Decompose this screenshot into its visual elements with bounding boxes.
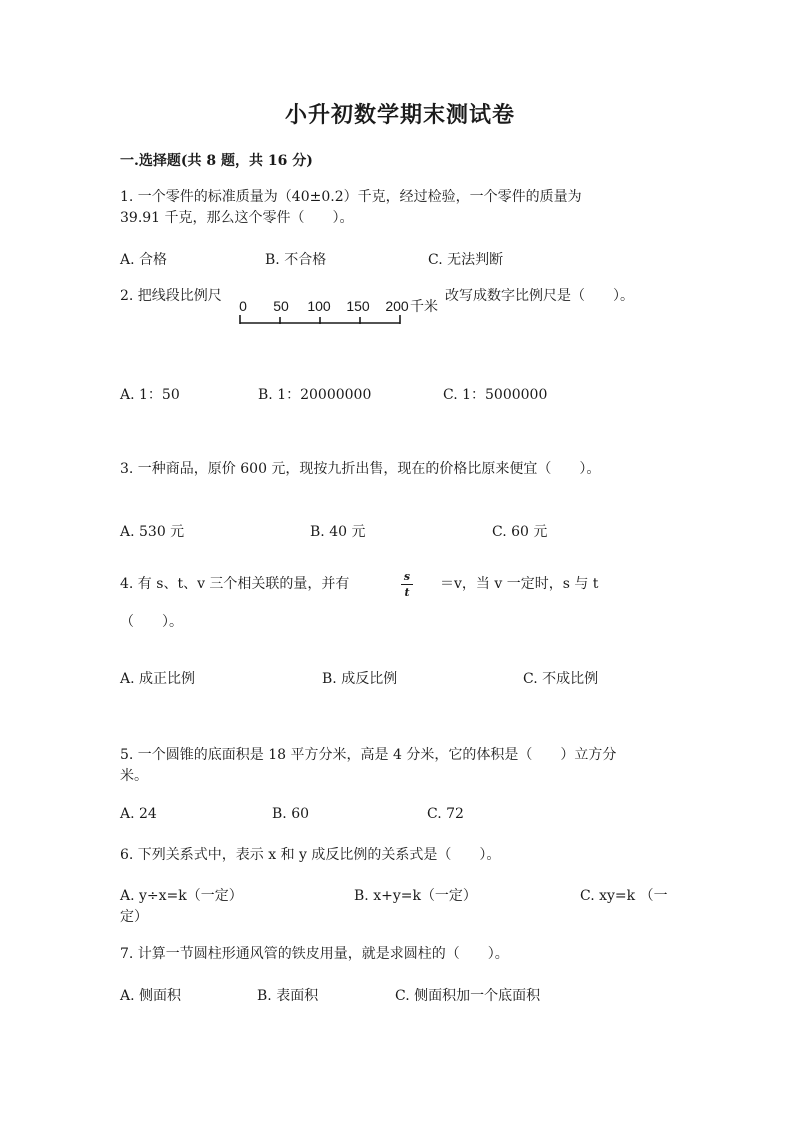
page-title: 小升初数学期末测试卷 [284, 102, 515, 128]
question-4-option-b: B. 成反比例 [322, 671, 398, 687]
scale-tick-label: 100 [307, 298, 331, 314]
question-3-option-c: C. 60 元 [492, 524, 548, 540]
scale-tick-label: 200 [385, 298, 409, 314]
question-6-text: 6. 下列关系式中，表示 x 和 y 成反比例的关系式是（ ）。 [120, 847, 501, 863]
question-6-option-b: B. x+y=k（一定） [354, 888, 477, 904]
question-4-option-c: C. 不成比例 [523, 671, 599, 687]
question-1-line-2: 39.91 千克，那么这个零件（ ）。 [120, 210, 354, 226]
question-6-option-c: C. xy=k （一 [580, 888, 668, 904]
question-1-line-1: 1. 一个零件的标准质量为（40±0.2）千克，经过检验，一个零件的质量为 [120, 189, 582, 205]
question-7-option-a: A. 侧面积 [120, 988, 182, 1004]
question-5-option-a: A. 24 [120, 806, 157, 822]
question-3-option-b: B. 40 元 [310, 524, 366, 540]
fraction-numerator: s [403, 570, 411, 583]
scale-tick-label: 150 [346, 298, 370, 314]
scale-tick-label: 50 [273, 298, 289, 314]
question-4-text-after: ＝v，当 v 一定时，s 与 t [440, 576, 599, 592]
question-7-text: 7. 计算一节圆柱形通风管的铁皮用量，就是求圆柱的（ ）。 [120, 946, 509, 962]
scale-ruler [240, 315, 400, 324]
question-7-option-c: C. 侧面积加一个底面积 [395, 988, 541, 1004]
question-1-option-c: C. 无法判断 [428, 252, 504, 268]
question-5-option-b: B. 60 [272, 806, 310, 822]
question-5-line-1: 5. 一个圆锥的底面积是 18 平方分米，高是 4 分米，它的体积是（ ）立方分 [120, 747, 617, 763]
question-1-option-b: B. 不合格 [265, 252, 327, 268]
question-2-text-after: 改写成数字比例尺是（ ）。 [445, 288, 634, 304]
question-3-option-a: A. 530 元 [120, 524, 185, 540]
question-6-option-c-wrap: 定） [120, 909, 148, 925]
fraction-bar [401, 584, 413, 585]
fraction-s-over-t [398, 570, 416, 599]
question-2-option-b: B. 1：20000000 [258, 387, 372, 403]
question-4-text-before: 4. 有 s、t、v 三个相关联的量，并有 [120, 576, 350, 592]
question-2-option-c: C. 1：5000000 [443, 387, 548, 403]
section-heading: 一.选择题(共 8 题，共 16 分) [120, 153, 313, 169]
question-1-option-a: A. 合格 [120, 252, 168, 268]
question-6-option-a: A. y÷x=k（一定） [120, 888, 243, 904]
question-3-text: 3. 一种商品，原价 600 元，现按九折出售，现在的价格比原来便宜（ ）。 [120, 461, 601, 477]
question-5-option-c: C. 72 [427, 806, 464, 822]
fraction-denominator: t [404, 586, 410, 599]
question-4-line-2: （ ）。 [120, 614, 183, 630]
question-2-text-before: 2. 把线段比例尺 [120, 288, 222, 304]
question-5-line-2: 米。 [120, 768, 148, 784]
question-2-option-a: A. 1：50 [120, 387, 180, 403]
line-scale-figure [232, 292, 447, 332]
scale-tick-label: 0 [239, 298, 247, 314]
question-7-option-b: B. 表面积 [257, 988, 319, 1004]
scale-unit: 千米 [410, 298, 438, 314]
question-4-option-a: A. 成正比例 [120, 671, 196, 687]
